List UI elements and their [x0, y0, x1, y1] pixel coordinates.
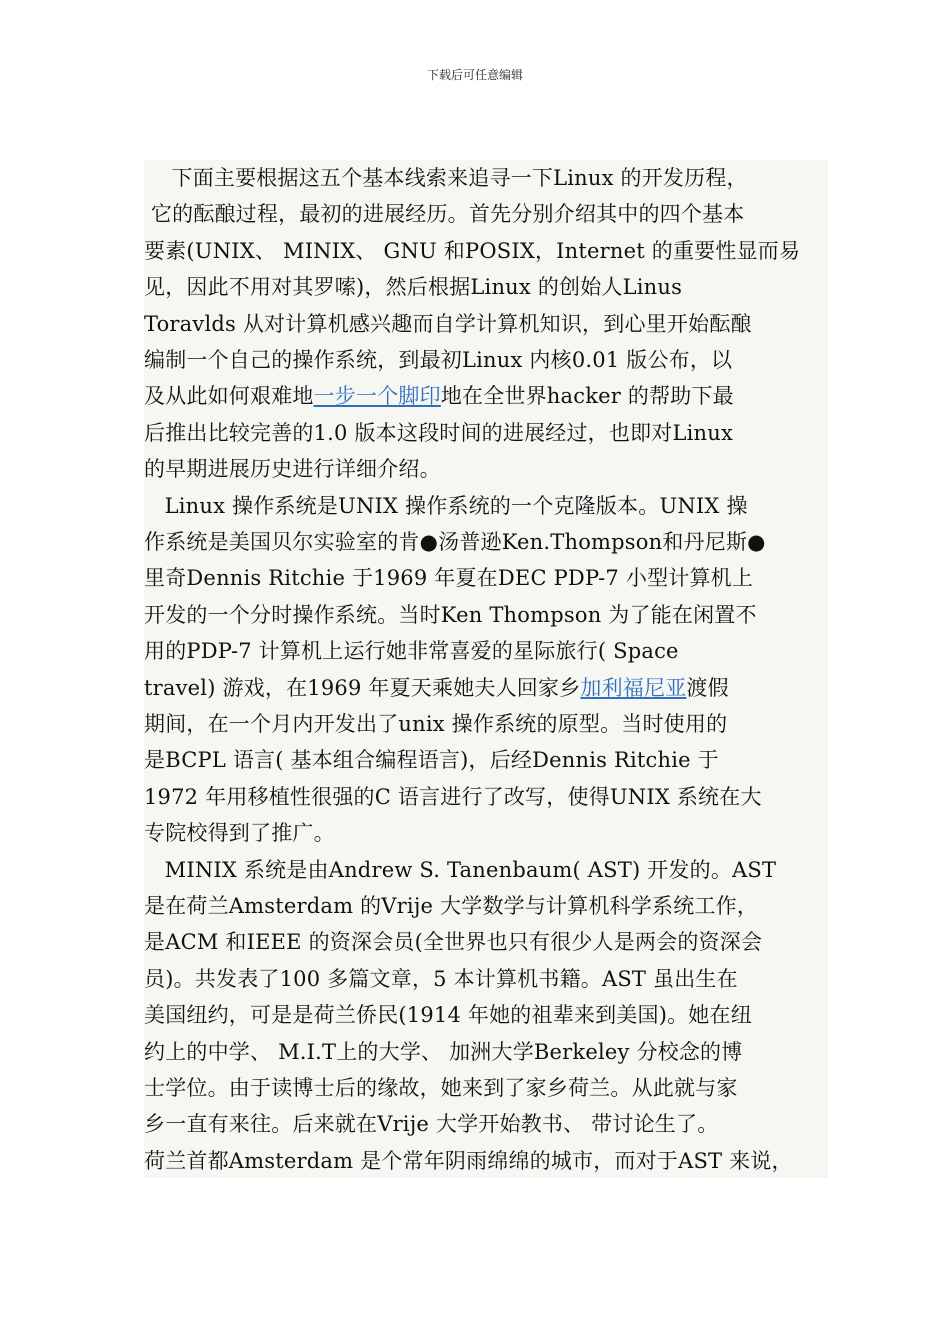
text-line: 用的PDP-7 计算机上运行她非常喜爱的星际旅行( Space: [144, 639, 679, 664]
text-line: 乡一直有来往。后来就在Vrije 大学开始教书、 带讨论生了。: [144, 1112, 719, 1137]
text-segment: 及从此如何艰难地: [144, 384, 314, 409]
text-line: 荷兰首都Amsterdam 是个常年阴雨绵绵的城市，而对于AST 来说，: [144, 1148, 793, 1173]
text-line: 是在荷兰Amsterdam 的Vrije 大学数学与计算机科学系统工作，: [144, 894, 759, 918]
text-line: 专院校得到了推广。: [144, 821, 335, 846]
text-line: 后推出比较完善的1.0 版本这段时间的进展经过，也即对Linux: [144, 420, 734, 445]
text-segment: 渡假: [686, 675, 729, 700]
text-segment: travel) 游戏，在1969 年夏天乘她夫人回家乡: [144, 675, 581, 700]
text-line: Linux 操作系统是UNIX 操作系统的一个克隆版本。UNIX 操: [144, 493, 748, 518]
text-line: 下面主要根据这五个基本线索来追寻一下Linux 的开发历程，: [144, 166, 748, 190]
hyperlink[interactable]: 一步一个脚印: [313, 384, 441, 409]
text-line: 里奇Dennis Ritchie 于1969 年夏在DEC PDP-7 小型计算机上: [144, 566, 754, 591]
text-line: 1972 年用移植性很强的C 语言进行了改写，使得UNIX 系统在大: [144, 784, 762, 809]
text-line: 开发的一个分时操作系统。当时Ken Thompson 为了能在闲置不: [144, 602, 757, 627]
text-line: Toravlds 从对计算机感兴趣而自学计算机知识，到心里开始酝酿: [144, 311, 752, 336]
text-line: 约上的中学、 M.I.T上的大学、 加洲大学Berkeley 分校念的博: [144, 1039, 743, 1064]
text-line: 作系统是美国贝尔实验室的肯●汤普逊Ken.Thompson和丹尼斯●: [144, 530, 766, 554]
text-line: MINIX 系统是由Andrew S. Tanenbaum( AST) 开发的。AST: [144, 857, 777, 882]
text-line: 见，因此不用对其罗嗦)，然后根据Linux 的创始人Linus: [144, 275, 683, 300]
text-segment: 地在全世界hacker 的帮助下最: [440, 384, 734, 409]
hyperlink[interactable]: 加利福尼亚: [580, 675, 687, 700]
text-line: 士学位。由于读博士后的缘故，她来到了家乡荷兰。从此就与家: [144, 1076, 738, 1100]
text-line: 的早期进展历史进行详细介绍。: [144, 457, 441, 482]
text-line: 是ACM 和IEEE 的资深会员(全世界也只有很少人是两会的资深会: [144, 930, 763, 955]
text-line: 要素(UNIX、 MINIX、 GNU 和POSIX，Internet 的重要性显而易: [144, 238, 801, 263]
text-line: 编制一个自己的操作系统，到最初Linux 内核0.01 版公布，以: [144, 348, 733, 372]
text-line: 美国纽约，可是是荷兰侨民(1914 年她的祖辈来到美国)。她在纽: [144, 1003, 752, 1028]
text-line: [144, 378, 734, 414]
text-line: 是BCPL 语言( 基本组合编程语言)，后经Dennis Ritchie 于: [144, 748, 719, 773]
text-line: 期间，在一个月内开发出了unix 操作系统的原型。当时使用的: [144, 712, 728, 736]
text-line: 员)。共发表了100 多篇文章，5 本计算机书籍。AST 虽出生在: [144, 966, 738, 991]
document-body: [144, 160, 828, 1178]
text-line: 它的酝酿过程，最初的进展经历。首先分别介绍其中的四个基本: [144, 202, 745, 227]
page-header: 下载后可任意编辑: [426, 68, 523, 82]
text-line: [144, 670, 729, 706]
